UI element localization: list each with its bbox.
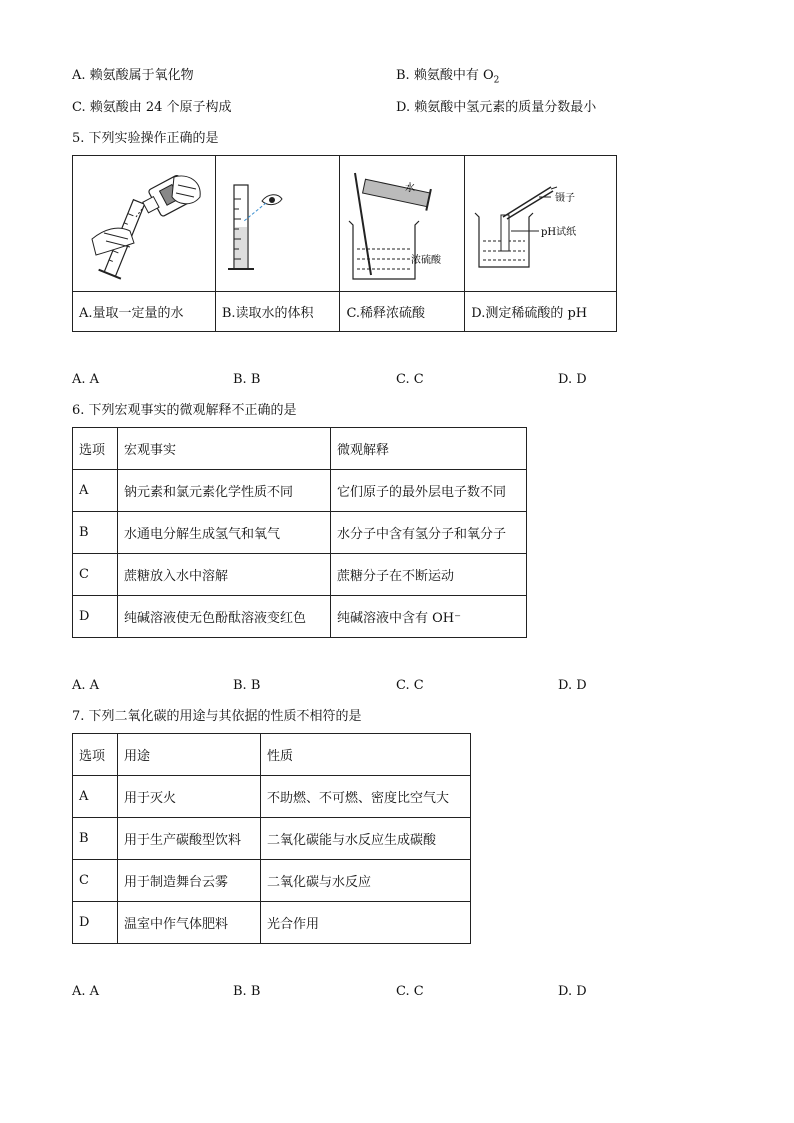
q4-option-b-text: B. 赖氨酸中有 O <box>396 68 494 83</box>
q6-row-b-option: B <box>73 512 118 554</box>
q7-row-d-property: 光合作用 <box>261 902 471 944</box>
table-row <box>73 554 527 596</box>
q5-answer-d: D. D <box>558 372 587 387</box>
q6-header-fact: 宏观事实 <box>118 428 331 470</box>
q6-answer-b: B. B <box>233 678 261 693</box>
q7-answer-b: B. B <box>233 984 261 999</box>
q6-header-explanation: 微观解释 <box>331 428 527 470</box>
q4-option-b <box>396 67 499 90</box>
q7-stem: 7. 下列二氧化碳的用途与其依据的性质不相符的是 <box>72 709 362 724</box>
read-volume-illustration <box>218 159 338 289</box>
q6-row-c-explanation: 蔗糖分子在不断运动 <box>331 554 527 596</box>
table-row <box>73 470 527 512</box>
figure-c-cell <box>340 156 465 292</box>
q4-option-d: D. 赖氨酸中氢元素的质量分数最小 <box>396 100 597 115</box>
q6-row-a-fact: 钠元素和氯元素化学性质不同 <box>118 470 331 512</box>
q6-header-option: 选项 <box>73 428 118 470</box>
caption-d: D.测定稀硫酸的 pH <box>465 292 617 332</box>
q5-figure-table <box>72 155 617 332</box>
q6-stem: 6. 下列宏观事实的微观解释不正确的是 <box>72 403 297 418</box>
table-row <box>73 902 471 944</box>
label-ph-paper: pH试纸 <box>540 226 576 238</box>
q6-answer-a: A. A <box>72 678 100 693</box>
q6-row-a-explanation: 它们原子的最外层电子数不同 <box>331 470 527 512</box>
q7-answer-d: D. D <box>558 984 587 999</box>
q7-table <box>72 733 471 944</box>
ph-test-illustration <box>467 159 615 289</box>
label-tweezers: 镊子 <box>554 192 575 204</box>
q7-row-c-use: 用于制造舞台云雾 <box>118 860 261 902</box>
q7-row-b-option: B <box>73 818 118 860</box>
q6-row-d-option: D <box>73 596 118 638</box>
q6-row-d-explanation: 纯碱溶液中含有 OH⁻ <box>331 596 527 638</box>
q7-header-row <box>73 734 471 776</box>
q7-row-c-option: C <box>73 860 118 902</box>
q6-row-c-fact: 蔗糖放入水中溶解 <box>118 554 331 596</box>
q6-answer-c: C. C <box>396 678 424 693</box>
caption-c: C.稀释浓硫酸 <box>340 292 465 332</box>
q4-option-b-subscript: 2 <box>493 75 500 86</box>
q5-stem: 5. 下列实验操作正确的是 <box>72 131 219 146</box>
table-row <box>73 596 527 638</box>
q7-row-a-option: A <box>73 776 118 818</box>
q5-answer-a: A. A <box>72 372 100 387</box>
q7-answer-a: A. A <box>72 984 100 999</box>
q4-option-c: C. 赖氨酸由 24 个原子构成 <box>72 100 232 115</box>
dilute-acid-illustration <box>341 159 463 289</box>
figure-a-cell <box>73 156 216 292</box>
q7-row-d-use: 温室中作气体肥料 <box>118 902 261 944</box>
table-row <box>73 776 471 818</box>
q6-row-b-fact: 水通电分解生成氢气和氧气 <box>118 512 331 554</box>
q6-row-a-option: A <box>73 470 118 512</box>
label-concentrated-acid: 浓硫酸 <box>411 254 442 266</box>
q7-header-option: 选项 <box>73 734 118 776</box>
q5-answer-b: B. B <box>233 372 261 387</box>
q7-row-b-use: 用于生产碳酸型饮料 <box>118 818 261 860</box>
caption-a: A.量取一定量的水 <box>73 292 216 332</box>
table-row <box>73 860 471 902</box>
q6-answer-d: D. D <box>558 678 587 693</box>
q7-row-a-use: 用于灭火 <box>118 776 261 818</box>
q5-answer-c: C. C <box>396 372 424 387</box>
figure-b-cell <box>215 156 340 292</box>
q7-row-c-property: 二氧化碳与水反应 <box>261 860 471 902</box>
table-row <box>73 512 527 554</box>
table-row <box>73 818 471 860</box>
q7-answer-c: C. C <box>396 984 424 999</box>
q6-table <box>72 427 527 638</box>
label-water: 水 <box>405 182 416 194</box>
pour-liquid-illustration <box>74 159 214 289</box>
caption-b: B.读取水的体积 <box>215 292 340 332</box>
figure-d-cell <box>465 156 617 292</box>
q7-header-property: 性质 <box>261 734 471 776</box>
q7-header-use: 用途 <box>118 734 261 776</box>
q6-row-d-fact: 纯碱溶液使无色酚酞溶液变红色 <box>118 596 331 638</box>
q6-row-c-option: C <box>73 554 118 596</box>
q6-row-b-explanation: 水分子中含有氢分子和氧分子 <box>331 512 527 554</box>
q4-option-a: A. 赖氨酸属于氧化物 <box>72 68 194 83</box>
q7-row-a-property: 不助燃、不可燃、密度比空气大 <box>261 776 471 818</box>
q7-row-d-option: D <box>73 902 118 944</box>
q6-header-row <box>73 428 527 470</box>
q7-row-b-property: 二氧化碳能与水反应生成碳酸 <box>261 818 471 860</box>
